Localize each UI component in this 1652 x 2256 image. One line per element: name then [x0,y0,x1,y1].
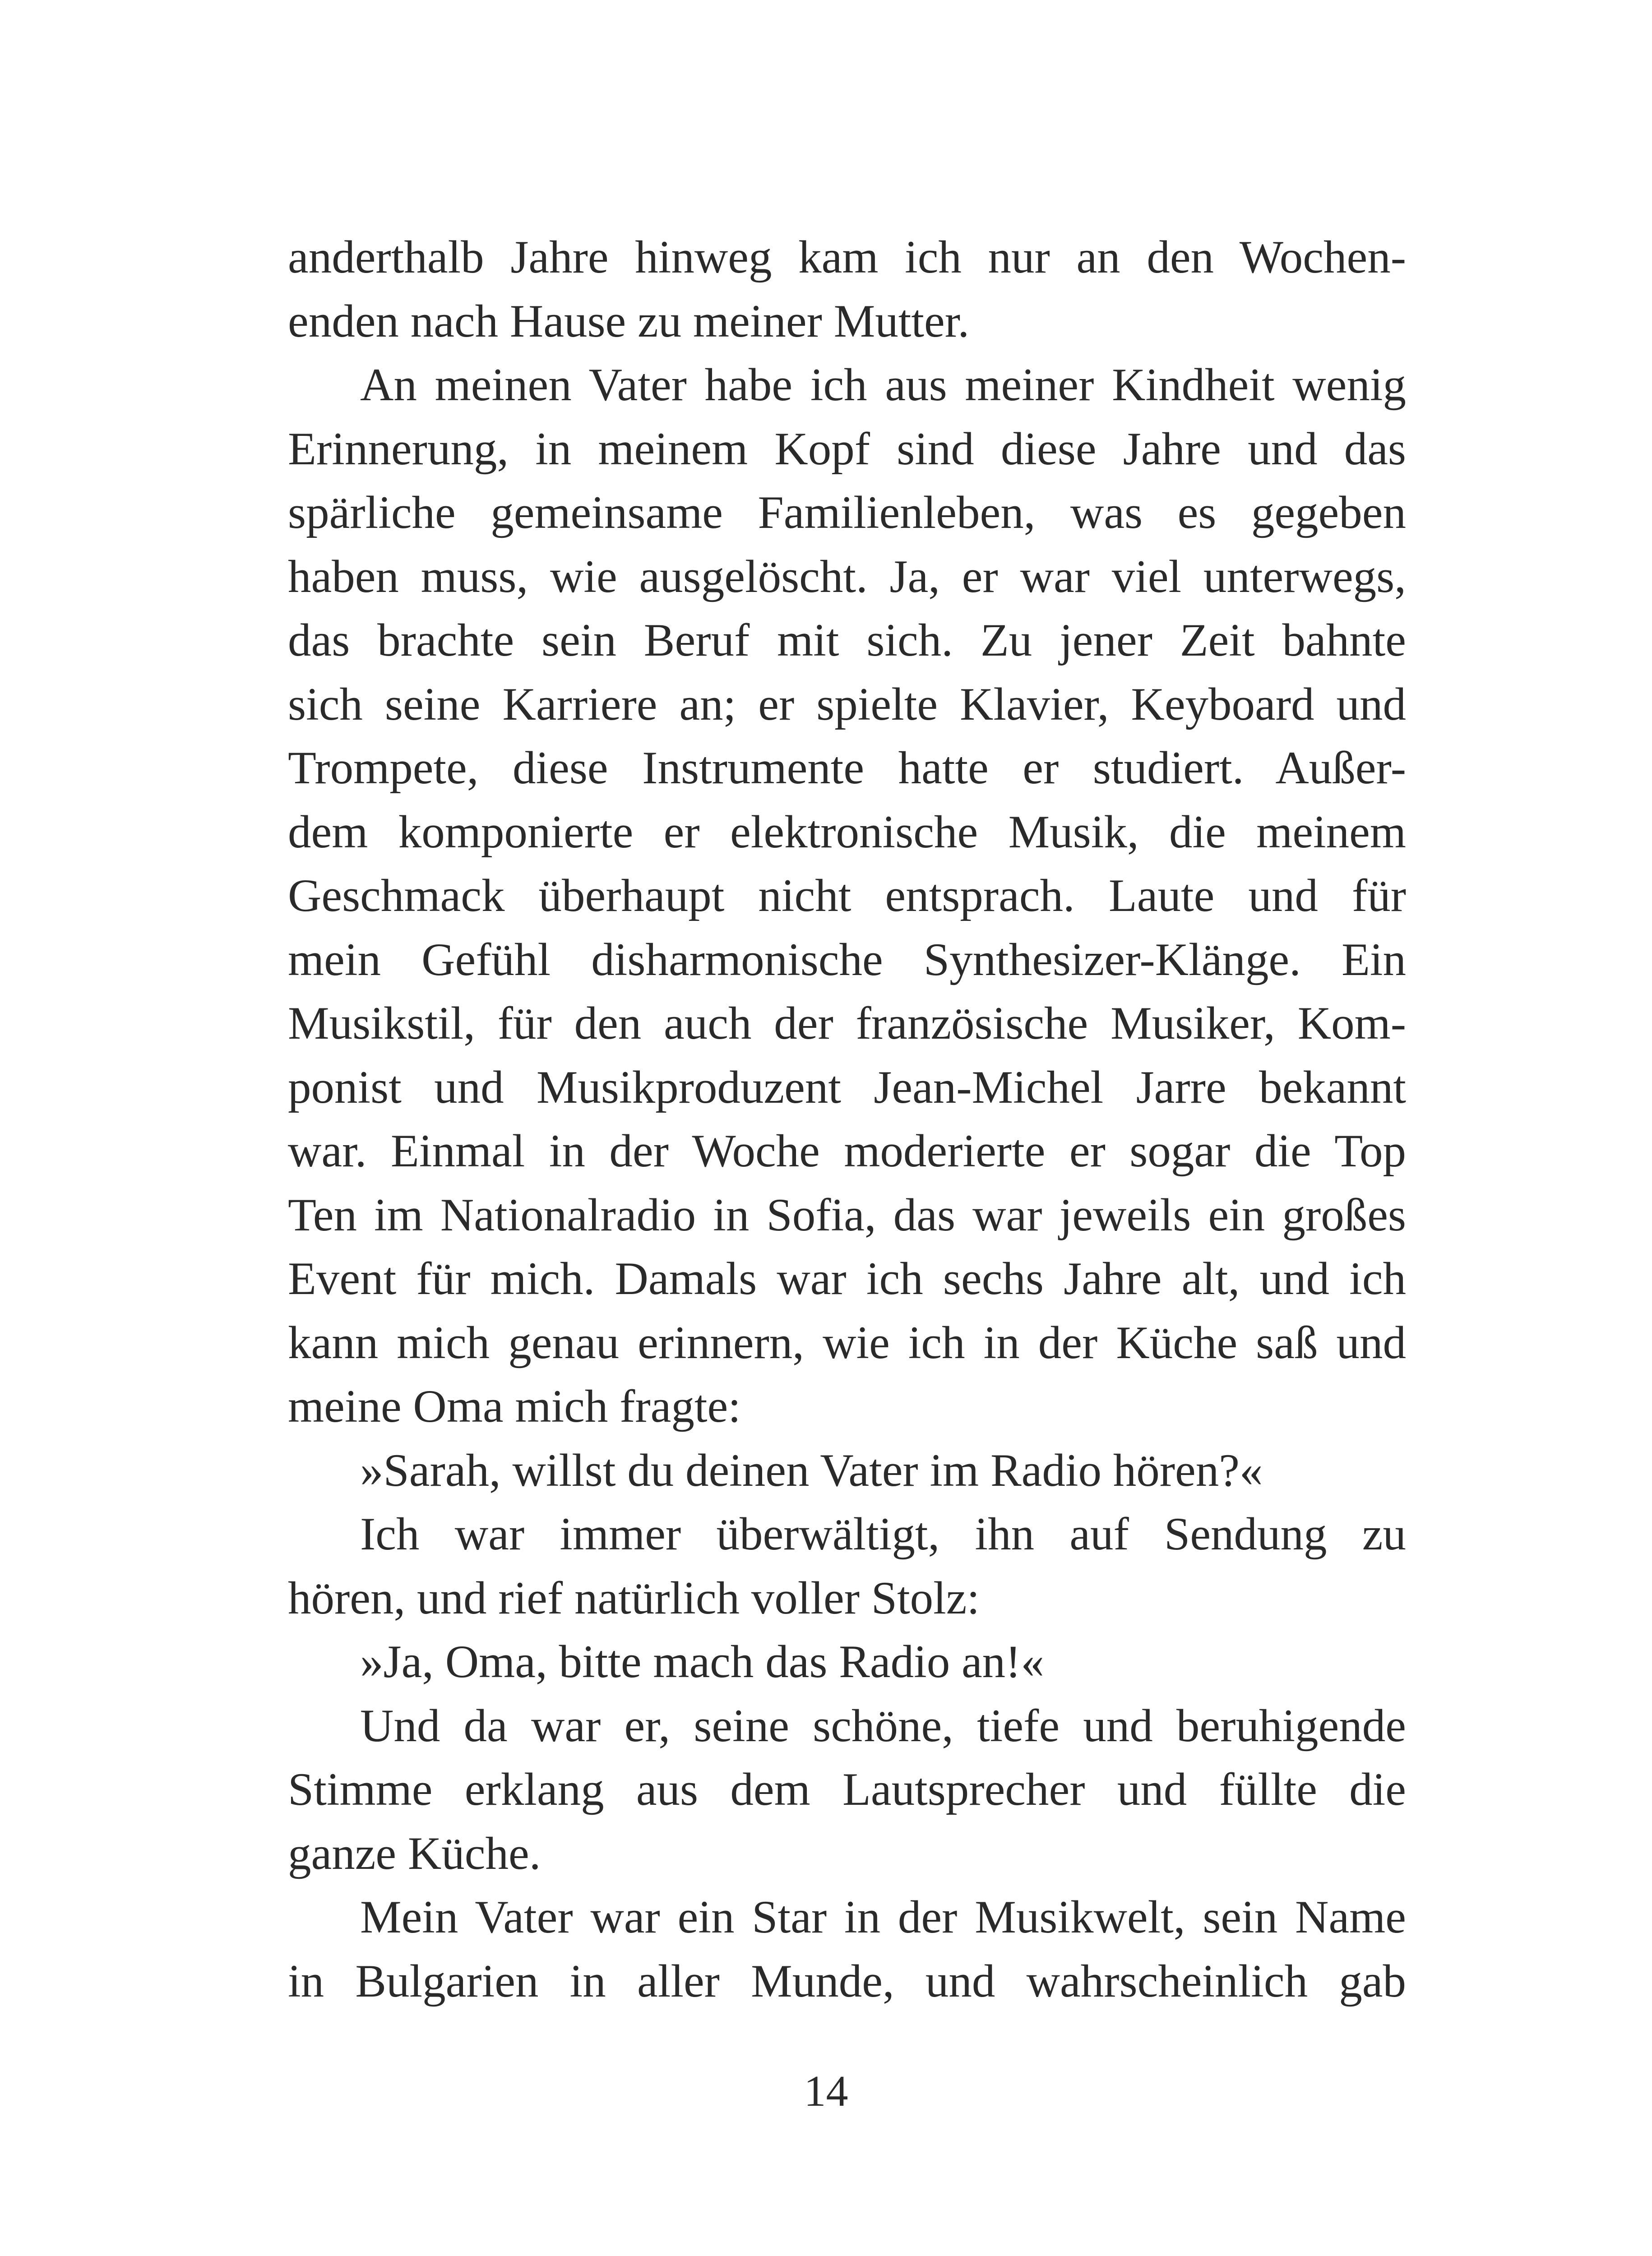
text-line: Ich war immer überwältigt, ihn auf Sendung zu [360,1508,1406,1560]
text-line: Trompete, diese Instrumente hatte er studiert. Außer- [288,742,1406,794]
text-line: ganze Küche. [288,1827,541,1879]
text-line: dem komponierte er elektronische Musik, die meinem [288,806,1406,858]
text-line: das brachte sein Beruf mit sich. Zu jener Zeit bahnte [288,615,1406,666]
text-line: »Ja, Oma, bitte mach das Radio an!« [360,1636,1044,1687]
text-line: anderthalb Jahre hinweg kam ich nur an den Wochen- [288,231,1406,283]
text-line: Und da war er, seine schöne, tiefe und beruhigende [360,1700,1406,1752]
text-line: Ten im Nationalradio in Sofia, das war jeweils ein großes [288,1189,1406,1241]
text-line: Geschmack überhaupt nicht entsprach. Laute und für [288,870,1406,921]
text-line: haben muss, wie ausgelöscht. Ja, er war viel unterwegs, [288,550,1406,602]
text-line: »Sarah, willst du deinen Vater im Radio hören?« [360,1444,1263,1496]
text-line: mein Gefühl disharmonische Synthesizer-Klänge. Ein [288,934,1406,985]
text-line: Stimme erklang aus dem Lautsprecher und füllte die [288,1764,1406,1815]
text-line: spärliche gemeinsame Familienleben, was es gegeben [288,487,1406,538]
text-line: enden nach Hause zu meiner Mutter. [288,295,970,347]
text-line: An meinen Vater habe ich aus meiner Kindheit wenig [360,359,1406,411]
text-line: Erinnerung, in meinem Kopf sind diese Jahre und das [288,423,1406,475]
text-line: ponist und Musikproduzent Jean-Michel Jarre bekannt [288,1061,1406,1113]
body-text [288,226,1406,2013]
text-line: Event für mich. Damals war ich sechs Jahre alt, und ich [288,1253,1406,1304]
text-line: Musikstil, für den auch der französische Musiker, Kom- [288,998,1406,1049]
page-number: 14 [804,2067,848,2116]
text-line: kann mich genau erinnern, wie ich in der Küche saß und [288,1317,1406,1368]
text-line: in Bulgarien in aller Munde, und wahrscheinlich gab [288,1955,1406,2007]
text-line: Mein Vater war ein Star in der Musikwelt, sein Name [360,1891,1406,1943]
text-line: meine Oma mich fragte: [288,1381,741,1432]
text-line: hören, und rief natürlich voller Stolz: [288,1572,980,1624]
text-line: war. Einmal in der Woche moderierte er sogar die Top [288,1125,1406,1177]
text-line: sich seine Karriere an; er spielte Klavier, Keyboard und [288,678,1406,730]
